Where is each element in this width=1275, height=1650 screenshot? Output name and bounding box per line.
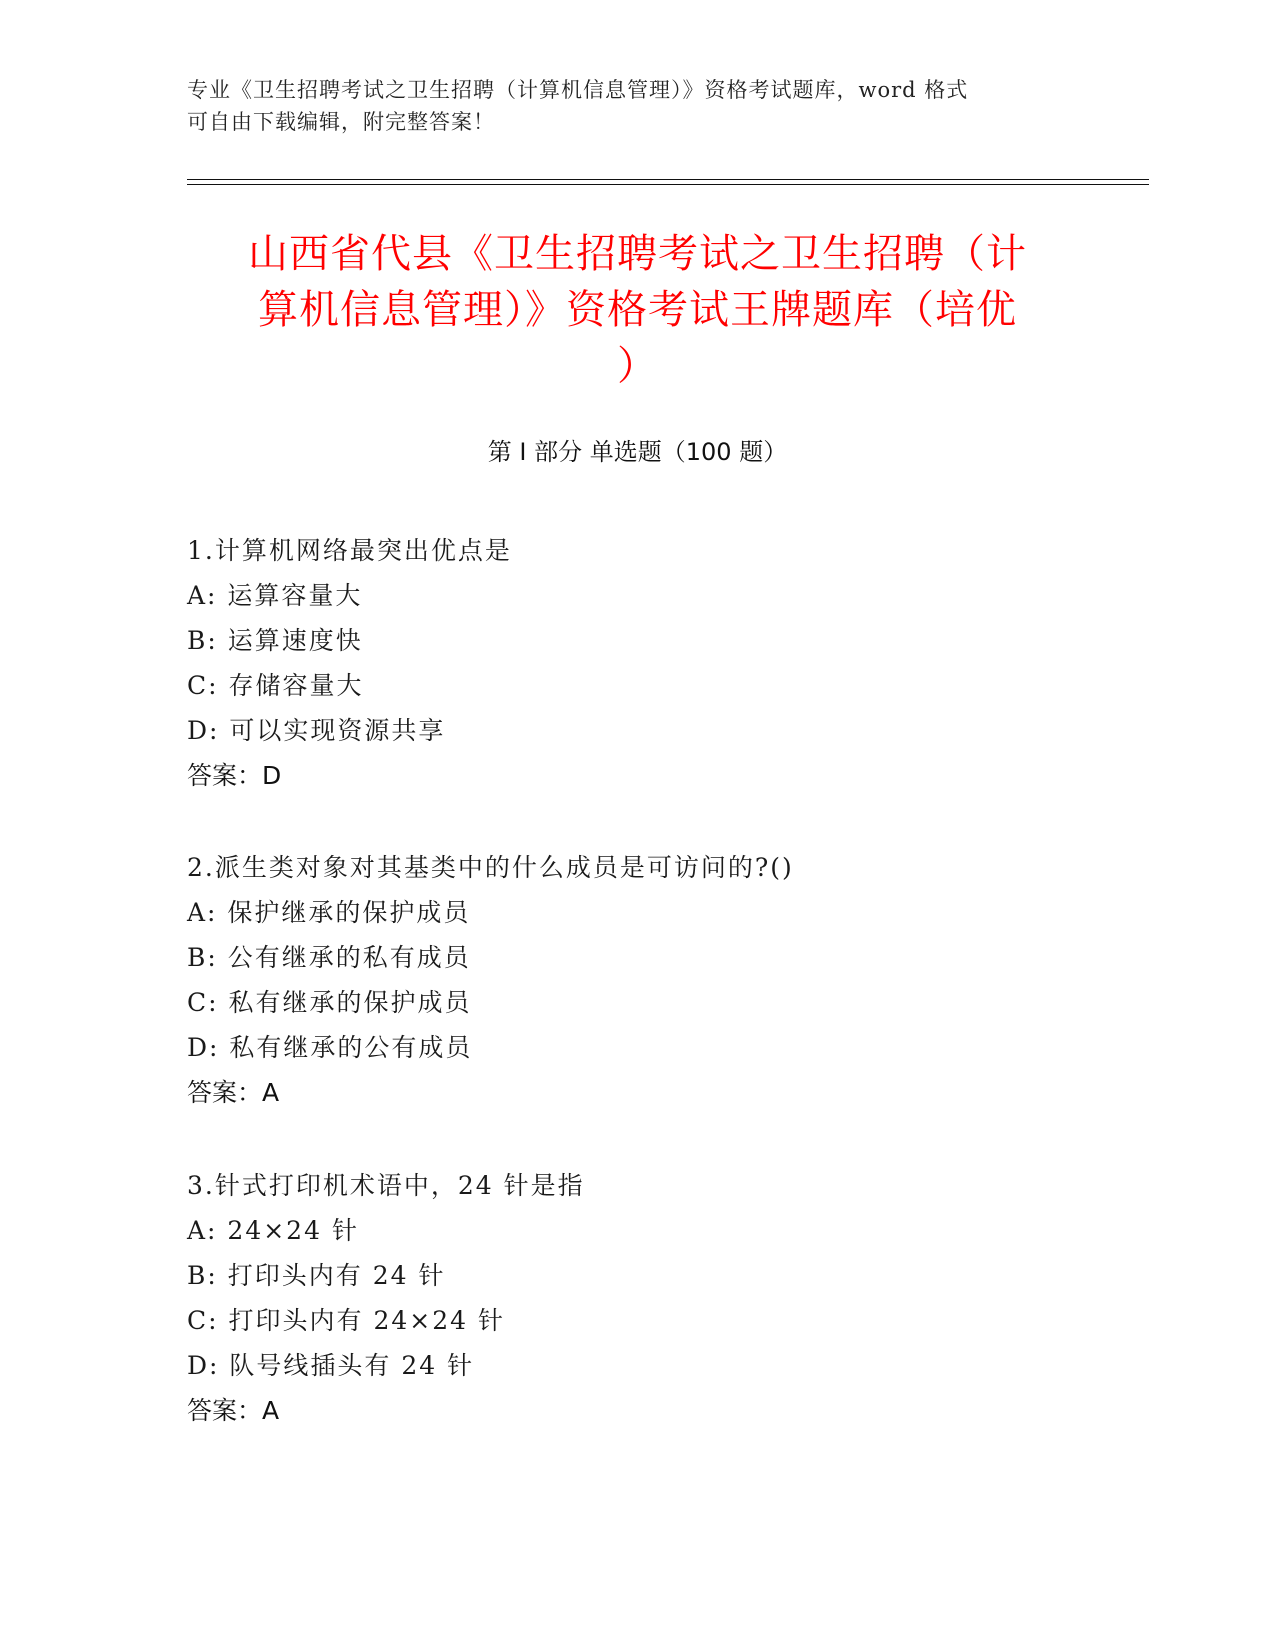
option-c: C: 私有继承的保护成员 — [187, 988, 472, 1017]
option-d: D: 私有继承的公有成员 — [187, 1033, 473, 1062]
option-a: A: 24×24 针 — [187, 1216, 359, 1245]
answer: 答案：A — [187, 1078, 280, 1107]
header-rule-bottom — [187, 184, 1149, 185]
option-b: B: 运算速度快 — [187, 626, 363, 655]
document-title-line-3: ） — [617, 343, 658, 389]
option-a: A: 运算容量大 — [187, 581, 363, 610]
answer: 答案：A — [187, 1396, 280, 1425]
document-title — [195, 226, 1080, 394]
document-title-line-2: 算机信息管理）》资格考试王牌题库（培优 — [258, 287, 1017, 333]
option-c: C: 打印头内有 24×24 针 — [187, 1306, 505, 1335]
option-c: C: 存储容量大 — [187, 671, 364, 700]
header-note — [187, 74, 1077, 138]
question-2 — [187, 845, 1087, 1115]
question-3 — [187, 1163, 1087, 1433]
header-note-line-2: 可自由下载编辑，附完整答案！ — [187, 110, 495, 134]
option-b: B: 公有继承的私有成员 — [187, 943, 471, 972]
question-stem: 1.计算机网络最突出优点是 — [187, 536, 512, 565]
question-stem: 3.针式打印机术语中，24 针是指 — [187, 1171, 585, 1200]
question-stem: 2.派生类对象对其基类中的什么成员是可访问的?() — [187, 853, 794, 882]
option-b: B: 打印头内有 24 针 — [187, 1261, 446, 1290]
document-title-line-1: 山西省代县《卫生招聘考试之卫生招聘（计 — [248, 231, 1027, 277]
option-d: D: 队号线插头有 24 针 — [187, 1351, 475, 1380]
option-d: D: 可以实现资源共享 — [187, 716, 446, 745]
answer: 答案：D — [187, 761, 282, 790]
section-heading: 第 I 部分 单选题（100 题） — [487, 438, 788, 466]
header-rule-top — [187, 179, 1149, 180]
option-a: A: 保护继承的保护成员 — [187, 898, 471, 927]
header-note-line-1: 专业《卫生招聘考试之卫生招聘（计算机信息管理）》资格考试题库，word 格式 — [187, 78, 969, 102]
question-1 — [187, 528, 1087, 798]
